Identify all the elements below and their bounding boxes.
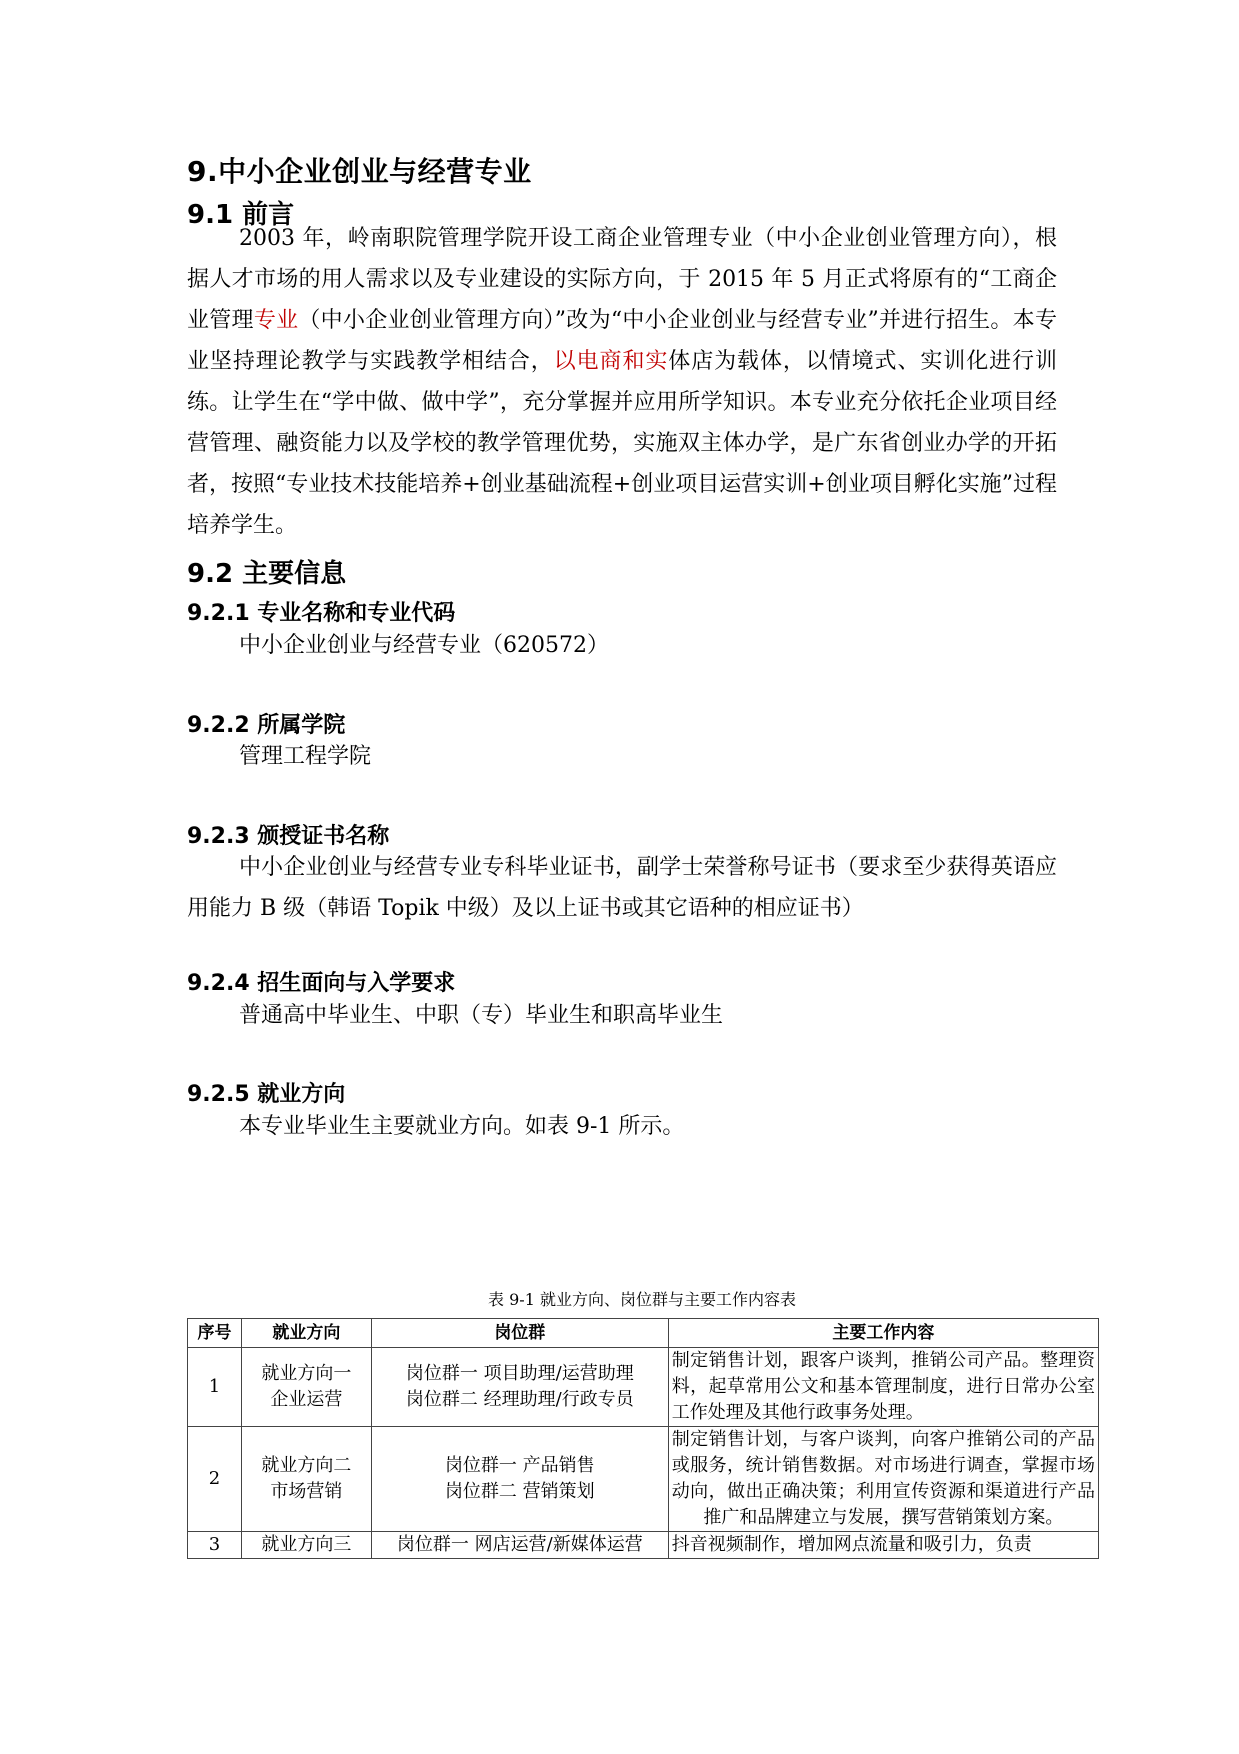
preface-paragraph xyxy=(187,218,1057,546)
section-9-2-1-title: 9.2.1 专业名称和专业代码 xyxy=(187,601,456,626)
direction-line: 就业方向一 xyxy=(261,1363,352,1384)
post-line: 岗位群一 产品销售 xyxy=(444,1455,595,1476)
cell-content: 抖音视频制作，增加网点流量和吸引力，负责 xyxy=(668,1532,1098,1559)
table-row xyxy=(188,1532,1099,1559)
preface-text-2: （中小企业创业管理方向）”改为“中小企业创业与经营专业”并进行招生。本专业坚持理论教学与实践教学相结合， xyxy=(187,308,1057,374)
preface-highlight-2: 以电商和实 xyxy=(553,349,669,374)
header-no: 序号 xyxy=(188,1319,242,1348)
header-direction: 就业方向 xyxy=(241,1319,371,1348)
post-line: 岗位群二 经理助理/行政专员 xyxy=(405,1389,634,1410)
section-9-2-4-title: 9.2.4 招生面向与入学要求 xyxy=(187,971,456,996)
cell-content: 制定销售计划，与客户谈判，向客户推销公司的产品或服务，统计销售数据。对市场进行调查，掌握市场动向，做出正确决策；利用宣传资源和渠道进行产品推广和品牌建立与发展，撰写营销策划方案。 xyxy=(668,1427,1098,1532)
section-9-1-title: 9.1 前言 xyxy=(187,200,295,230)
cell-posts xyxy=(371,1348,668,1427)
header-posts: 岗位群 xyxy=(371,1319,668,1348)
cell-no: 3 xyxy=(188,1532,242,1559)
table-caption: 表 9-1 就业方向、岗位群与主要工作内容表 xyxy=(488,1290,796,1309)
cell-direction xyxy=(241,1427,371,1532)
preface-text-1: 2003 年，岭南职院管理学院开设工商企业管理专业（中小企业创业管理方向），根据人才市场的用人需求以及专业建设的实际方向，于 2015 年 5 月正式将原有的“工商企业管理 xyxy=(187,226,1057,333)
section-9-2-5-title: 9.2.5 就业方向 xyxy=(187,1082,346,1107)
post-line: 岗位群一 网店运营/新媒体运营 xyxy=(396,1534,643,1555)
certificate-text: 中小企业创业与经营专业专科毕业证书，副学士荣誉称号证书（要求至少获得英语应用能力 B 级（韩语 Topik 中级）及以上证书或其它语种的相应证书） xyxy=(187,855,1057,921)
cell-no: 1 xyxy=(188,1348,242,1427)
enrollment-text: 普通高中毕业生、中职（专）毕业生和职高毕业生 xyxy=(239,1003,724,1028)
table-row xyxy=(188,1427,1099,1532)
header-content: 主要工作内容 xyxy=(668,1319,1098,1348)
preface-highlight-1: 专业 xyxy=(253,308,299,333)
preface-text-3: 体店为载体，以情境式、实训化进行训练。让学生在“学中做、做中学”，充分掌握并应用所学知识。本专业充分依托企业项目经营管理、融资能力以及学校的教学管理优势，实施双主体办学，是广东省创业办学的开拓者，按照“专业技术技能培养+创业基础流程+创业项目运营实训+创业项目孵化实施”过程培养学生。 xyxy=(187,349,1057,538)
direction-line: 市场营销 xyxy=(270,1481,343,1502)
cell-direction xyxy=(241,1532,371,1559)
section-9-2-title: 9.2 主要信息 xyxy=(187,559,347,589)
major-name-code: 中小企业创业与经营专业（620572） xyxy=(239,633,609,658)
post-line: 岗位群二 营销策划 xyxy=(444,1481,595,1502)
college-name: 管理工程学院 xyxy=(239,744,372,769)
cell-no: 2 xyxy=(188,1427,242,1532)
employment-intro: 本专业毕业生主要就业方向。如表 9-1 所示。 xyxy=(239,1114,685,1139)
table-header-row xyxy=(188,1319,1099,1348)
direction-line: 就业方向三 xyxy=(261,1534,352,1555)
section-9-2-3-title: 9.2.3 颁授证书名称 xyxy=(187,824,390,849)
cell-posts xyxy=(371,1532,668,1559)
employment-table xyxy=(187,1318,1099,1559)
cell-content: 制定销售计划，跟客户谈判，推销公司产品。整理资料，起草常用公文和基本管理制度，进行日常办公室工作处理及其他行政事务处理。 xyxy=(668,1348,1098,1427)
direction-line: 企业运营 xyxy=(270,1389,343,1410)
section-9-2-2-title: 9.2.2 所属学院 xyxy=(187,713,346,738)
chapter-title: 9.中小企业创业与经营专业 xyxy=(187,155,532,188)
cell-posts xyxy=(371,1427,668,1532)
direction-line: 就业方向二 xyxy=(261,1455,352,1476)
post-line: 岗位群一 项目助理/运营助理 xyxy=(405,1363,634,1384)
table-row xyxy=(188,1348,1099,1427)
cell-direction xyxy=(241,1348,371,1427)
